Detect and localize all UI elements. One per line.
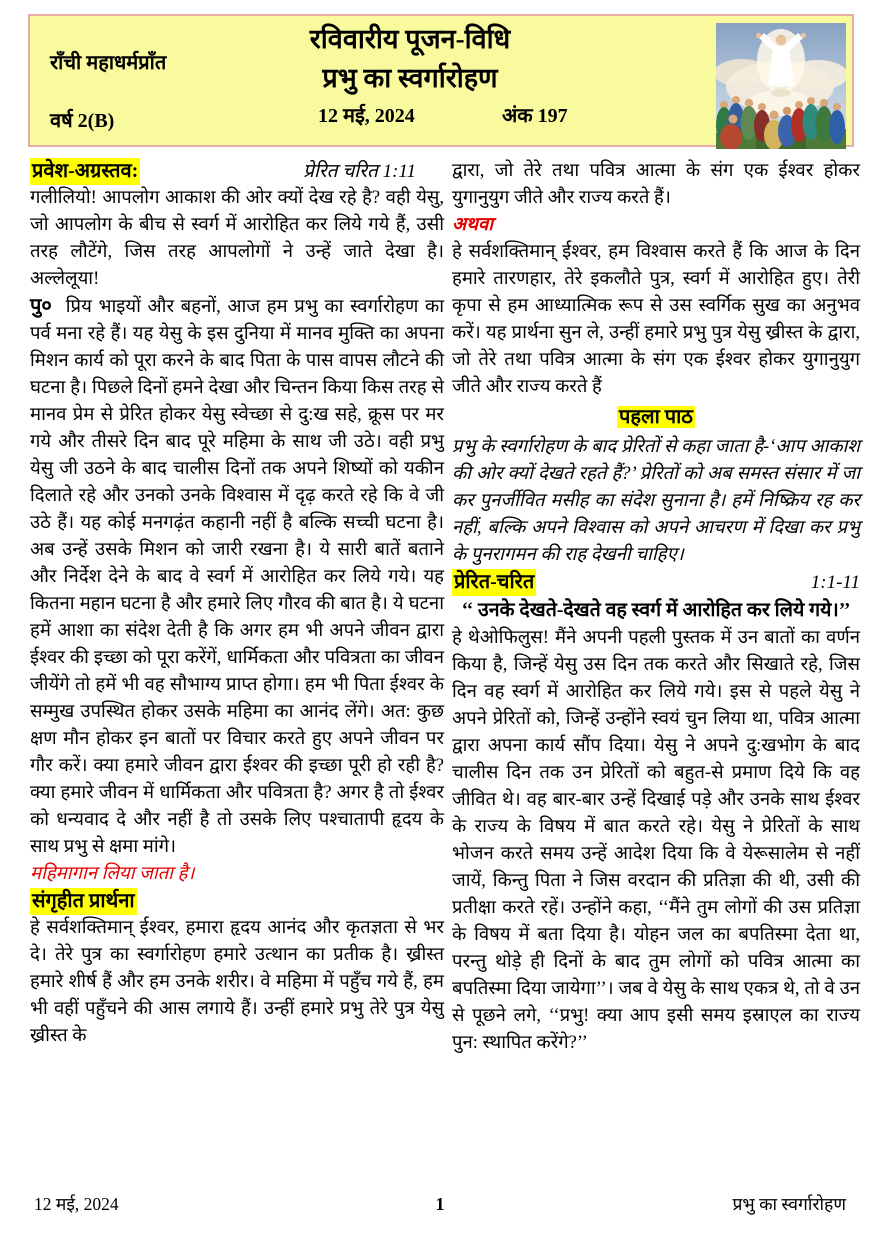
collect-text: हे सर्वशक्तिमान् ईश्वर, हमारा हृदय आनंद और कृतज्ञता से भर दे। तेरे पुत्र का स्वर्गारोहण हमारे उत्थान का प्रतीक है। ख्रीस्त हमारे शीर्ष हैं और हम उनके शरीर। वे महिमा में पहुँच गये हैं, हम भी वहीं पहुँचने की आस लगाये हैं। उन्हीं हमारे प्रभु तेरे पुत्र येसु ख्रीस्त के [30, 918, 444, 1046]
page-footer [34, 1192, 846, 1216]
diocese-name: राँची महाधर्मप्राँत [50, 52, 167, 74]
collect-header [30, 888, 444, 915]
masthead [28, 14, 854, 147]
reading-reference: 1:1-11 [810, 572, 860, 593]
masthead-titles [200, 20, 620, 129]
feast-title: प्रभु का स्वर्गारोहण [322, 63, 498, 93]
ascension-image-svg [716, 23, 846, 149]
first-reading-heading: पहला पाठ [619, 406, 693, 428]
priest-label: पु० [30, 295, 52, 317]
alternate-collect-text: हे सर्वशक्तिमान् ईश्वर, हम विश्वास करते हैं कि आज के दिन हमारे तारणहार, तेरे इकलौते पुत्र, स्वर्ग में आरोहित हुए। तेरी कृपा से हम आध्यात्मिक रूप से उस स्वर्गिक सुख का अनुभव करें। यह प्रार्थना सुन ले, उन्हीं हमारे प्रभु पुत्र येसु ख्रीस्त के द्वारा, जो तेरे तथा पवित्र आत्मा के संग एक ईश्वर होकर युगानुयुग जीते और राज्य करते हैं [452, 242, 860, 397]
reading-quote: ‘‘ उनके देखते-देखते वह स्वर्ग में आरोहित कर लिये गये।’’ [461, 600, 851, 621]
gloria-rubric: महिमागान लिया जाता है। [30, 864, 195, 884]
year-label: वर्ष 2(B) [50, 110, 115, 132]
ascension-image [716, 23, 846, 149]
left-column [30, 158, 444, 1057]
bulletin-body [30, 158, 860, 1057]
reading-book-name: प्रेरित-चरित [452, 569, 536, 596]
first-reading-intro: प्रभु के स्वर्गारोहण के बाद प्रेरितों से कहा जाता है-‘आप आकाश की ओर क्यों देखते रहते हैं?’ प्रेरितों को अब समस्त संसार में जा कर पुनर्जीवित मसीह का संदेश सुनाना है। हमें निष्क्रिय रह कर नहीं, बल्कि अपने विश्वास को अपने आचरण में दिखा कर प्रभु के पुनरागमन की राह देखनी चाहिए। [452, 437, 860, 565]
entrance-antiphon-heading: प्रवेश-अग्रस्तव: [30, 158, 140, 185]
page-number: 1 [435, 1194, 445, 1214]
collect-heading: संगृहीत प्रार्थना [30, 888, 137, 915]
entrance-antiphon-text: गलीलियो! आपलोग आकाश की ओर क्यों देख रहे है? वही येसु, जो आपलोग के बीच से स्वर्ग में आरोहित कर लिये गये हैं, उसी तरह लौटेंगे, जिस तरह आपलोगों ने उन्हें जाते देखा है। अल्लेलूया! [30, 188, 444, 289]
entrance-antiphon-reference: प्रेरित चरित 1:11 [303, 161, 416, 182]
priest-exhortation-text: प्रिय भाइयों और बहनों, आज हम प्रभु का स्वर्गारोहण का पर्व मना रहे हैं। यह येसु के इस दुनिया में मानव मुक्ति का अपना मिशन कार्य को पूरा करने के बाद पिता के पास वापस लौटने की घटना है। पिछले दिनों हमने देखा और चिन्तन किया किस तरह से मानव प्रेम से प्रेरित होकर येसु स्वेच्छा से दु:ख सहे, क्रूस पर मर गये और तीसरे दिन बाद पूरे महिमा के साथ जी उठे। वही प्रभु येसु जी उठने के बाद चालीस दिनों तक अपने शिष्यों को यकीन दिलाते रहे और उनको उनके विश्वास में दृढ़ करते रहे कि वे जी उठे हैं। यह कोई मनगढ़ंत कहानी नहीं है बल्कि सच्ची घटना है। अब उन्हें उसके मिशन को जारी रखना है। ये सारी बातें बताने और निर्देश देने के बाद वे स्वर्ग में आरोहित कर लिये गये। यह कितना महान घटना है और हमारे लिए गौरव की बात है। ये घटना हमें आशा का संदेश देती है कि अगर हम भी अपने जीवन द्वारा ईश्वर की इच्छा को पूरा करेंगें, धार्मिकता और पवित्रता का जीवन जीयेंगे तो हमें भी वह सौभाग्य प्राप्त होगा। हम भी पिता ईश्वर के सम्मुख उपस्थित होकर उसके महिमा का आनंद लेंगे। अत: कुछ क्षण मौन होकर इन बातों पर विचार करते हुए अपने जीवन पर गौर करें। क्या हमारे जीवन द्वारा ईश्वर की इच्छा पूरी हो रही है? क्या हमारे जीवन में धार्मिकता और पवित्रता है? अगर है तो ईश्वर को धन्यवाद दे और नहीं है तो उसके लिए पश्चातापी हृदय के साथ प्रभु से क्षमा मांगे। [30, 297, 444, 857]
first-reading-header [452, 404, 860, 432]
right-column [452, 158, 860, 1057]
reading-book-header [452, 569, 860, 596]
priest-exhortation [30, 293, 444, 861]
entrance-antiphon-header [30, 158, 444, 185]
bulletin-title: रविवारीय पूजन-विधि [309, 24, 511, 54]
issue-date: 12 मई, 2024 [318, 105, 415, 127]
footer-date: 12 मई, 2024 [34, 1194, 119, 1214]
or-label: अथवा [452, 215, 494, 235]
collect-continued-text: द्वारा, जो तेरे तथा पवित्र आत्मा के संग एक ईश्वर होकर युगानुयुग जीते और राज्य करते हैं। [452, 161, 860, 208]
masthead-meta [200, 101, 620, 129]
reading-text: हे थेओफिलुस! मैंने अपनी पहली पुस्तक में उन बातों का वर्णन किया है, जिन्हें येसु उस दिन तक करते और सिखाते रहे, जिस दिन वह स्वर्ग में आरोहित कर लिये गये। इस से पहले येसु ने अपने प्रेरितों को, जिन्हें उन्होंने स्वयं चुन लिया था, पवित्र आत्मा द्वारा अपना कार्य सौंप दिया। येसु ने अपने दु:खभोग के बाद चालीस दिन तक उन प्रेरितों को बहुत-से प्रमाण दिये कि वह जीवित थे। वह बार-बार उन्हें दिखाई पड़े और उनके साथ ईश्वर के राज्य के विषय में बात करते रहे। येसु ने प्रेरितों के साथ भोजन करते समय उन्हें आदेश दिया कि वे येरूसालेम से नहीं जायें, किन्तु पिता ने जिस वरदान की प्रतिज्ञा की थी, उसी की प्रतीक्षा करते रहें। उन्होंने कहा, ‘‘मैंने तुम लोगों की उस प्रतिज्ञा के विषय में बता दिया है। योहन जल का बपतिस्मा देता था, परन्तु थोड़े ही दिनों के बाद तुम लोगों को पवित्र आत्मा का बपतिस्मा दिया जायेगा’’। जब वे येसु के साथ एकत्र थे, तो वे उन से पूछने लगे, ‘‘प्रभु! क्या आप इसी समय इस्राएल का राज्य पुन: स्थापित करेंगे?’’ [452, 628, 860, 1053]
issue-number: अंक 197 [502, 105, 568, 127]
footer-title: प्रभु का स्वर्गारोहण [732, 1194, 846, 1214]
